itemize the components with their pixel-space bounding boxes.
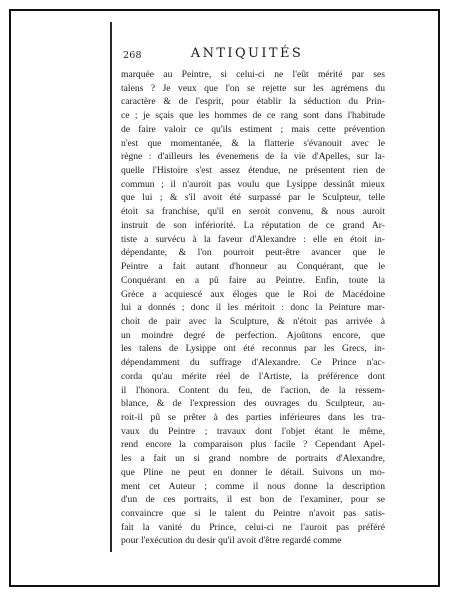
- text-line: choit de pair avec la Sculpture, & n'étoit pas arrivée à: [121, 315, 385, 327]
- running-title: ANTIQUITÉS: [190, 46, 304, 61]
- page-number: 268: [123, 50, 142, 61]
- text-line: Peintre a fait autant d'honneur au Conquérant, que le: [121, 261, 385, 273]
- text-line: ce ; je sçais que les hommes de ce rang sont dans l'habitude: [121, 110, 385, 122]
- text-line: de faire valoir ce qu'ils estiment ; mais cette prévention: [121, 123, 385, 135]
- text-line: d'un de ces portraits, il est bon de l'examiner, pour se: [121, 494, 385, 506]
- text-line: étoit sa franchise, qu'il en seroit convenu, & nous auroit: [121, 206, 385, 218]
- text-line: ment cet Auteur ; comme il nous donne la description: [121, 480, 385, 492]
- text-line: tiste a survécu à la faveur d'Alexandre : elle en étoit in-: [121, 233, 385, 245]
- text-line: quelle l'Histoire s'est assez étendue, ne présentent rien de: [121, 165, 385, 177]
- text-line: vaux du Peintre ; travaux dont l'objet étant le même,: [121, 425, 385, 437]
- text-line: que Pline ne peut en donner le détail. Suivons un mo-: [121, 466, 385, 478]
- text-line: roit-il pû se prêter à des parties inférieures dans les tra-: [121, 411, 385, 423]
- text-line: n'est que momentanée, & la flatterie s'évanouit avec le: [121, 137, 385, 149]
- text-line: que lui ; & s'il avoit été surpassé par le Sculpteur, telle: [121, 192, 385, 204]
- text-line: les talens de Lysippe ont été reconnus par les Grecs, in-: [121, 343, 385, 355]
- text-line: un moindre degré de perfection. Ajoûtons encore, que: [121, 329, 385, 341]
- text-line: lui a donnés ; donc il les méritoit : donc la Peinture mar-: [121, 302, 385, 314]
- text-line: rend encore la comparaison plus facile ? Cependant Apel-: [121, 439, 385, 451]
- text-line: règne : d'ailleurs les évenemens de la vie d'Apelles, sur la-: [121, 151, 385, 163]
- text-line: caractère & de l'esprit, pour établir la séduction du Prin-: [121, 96, 385, 108]
- text-line: convaincre que si le talent du Peintre n'avoit pas satis-: [121, 508, 385, 519]
- body-text: [121, 68, 385, 548]
- text-line: fait la vanité du Prince, celui-ci ne l'auroit pas préféré: [121, 521, 385, 533]
- text-line: Conquérant en a pû faire au Peintre. Enfin, toute la: [121, 274, 385, 286]
- text-line: pour l'exécution du desir qu'il avoit d'être regardé comme: [121, 535, 342, 547]
- text-line: il l'honora. Content du feu, de l'action, de la ressem-: [121, 384, 385, 396]
- text-line: Grèce a acquiescé aux éloges que le Roi de Macédoine: [121, 288, 385, 300]
- text-line: dépendamment du suffrage d'Alexandre. Ce Prince n'ac-: [121, 357, 385, 369]
- text-line: corda qu'au mérite réel de l'Artiste, la préférence dont: [121, 370, 385, 382]
- text-line: talens ? Je veux que l'on se rejette sur les agrémens du: [121, 82, 385, 94]
- text-line: commun ; il n'auroit pas voulu que Lysippe dessinât mieux: [121, 178, 385, 190]
- page-header: [112, 38, 382, 60]
- text-line: les a fait un si grand nombre de portraits d'Alexandre,: [121, 453, 385, 465]
- text-line: blance, & de l'expression des ouvrages du Sculpteur, au-: [121, 398, 385, 410]
- text-line: dépendante, & l'on pourroit peut-être avancer que le: [121, 247, 385, 259]
- text-line: instruit de son infériorité. La réputation de ce grand Ar-: [121, 219, 385, 231]
- text-line: marquée au Peintre, si celui-ci ne l'eût mérité par ses: [121, 69, 385, 80]
- book-page: [112, 38, 385, 547]
